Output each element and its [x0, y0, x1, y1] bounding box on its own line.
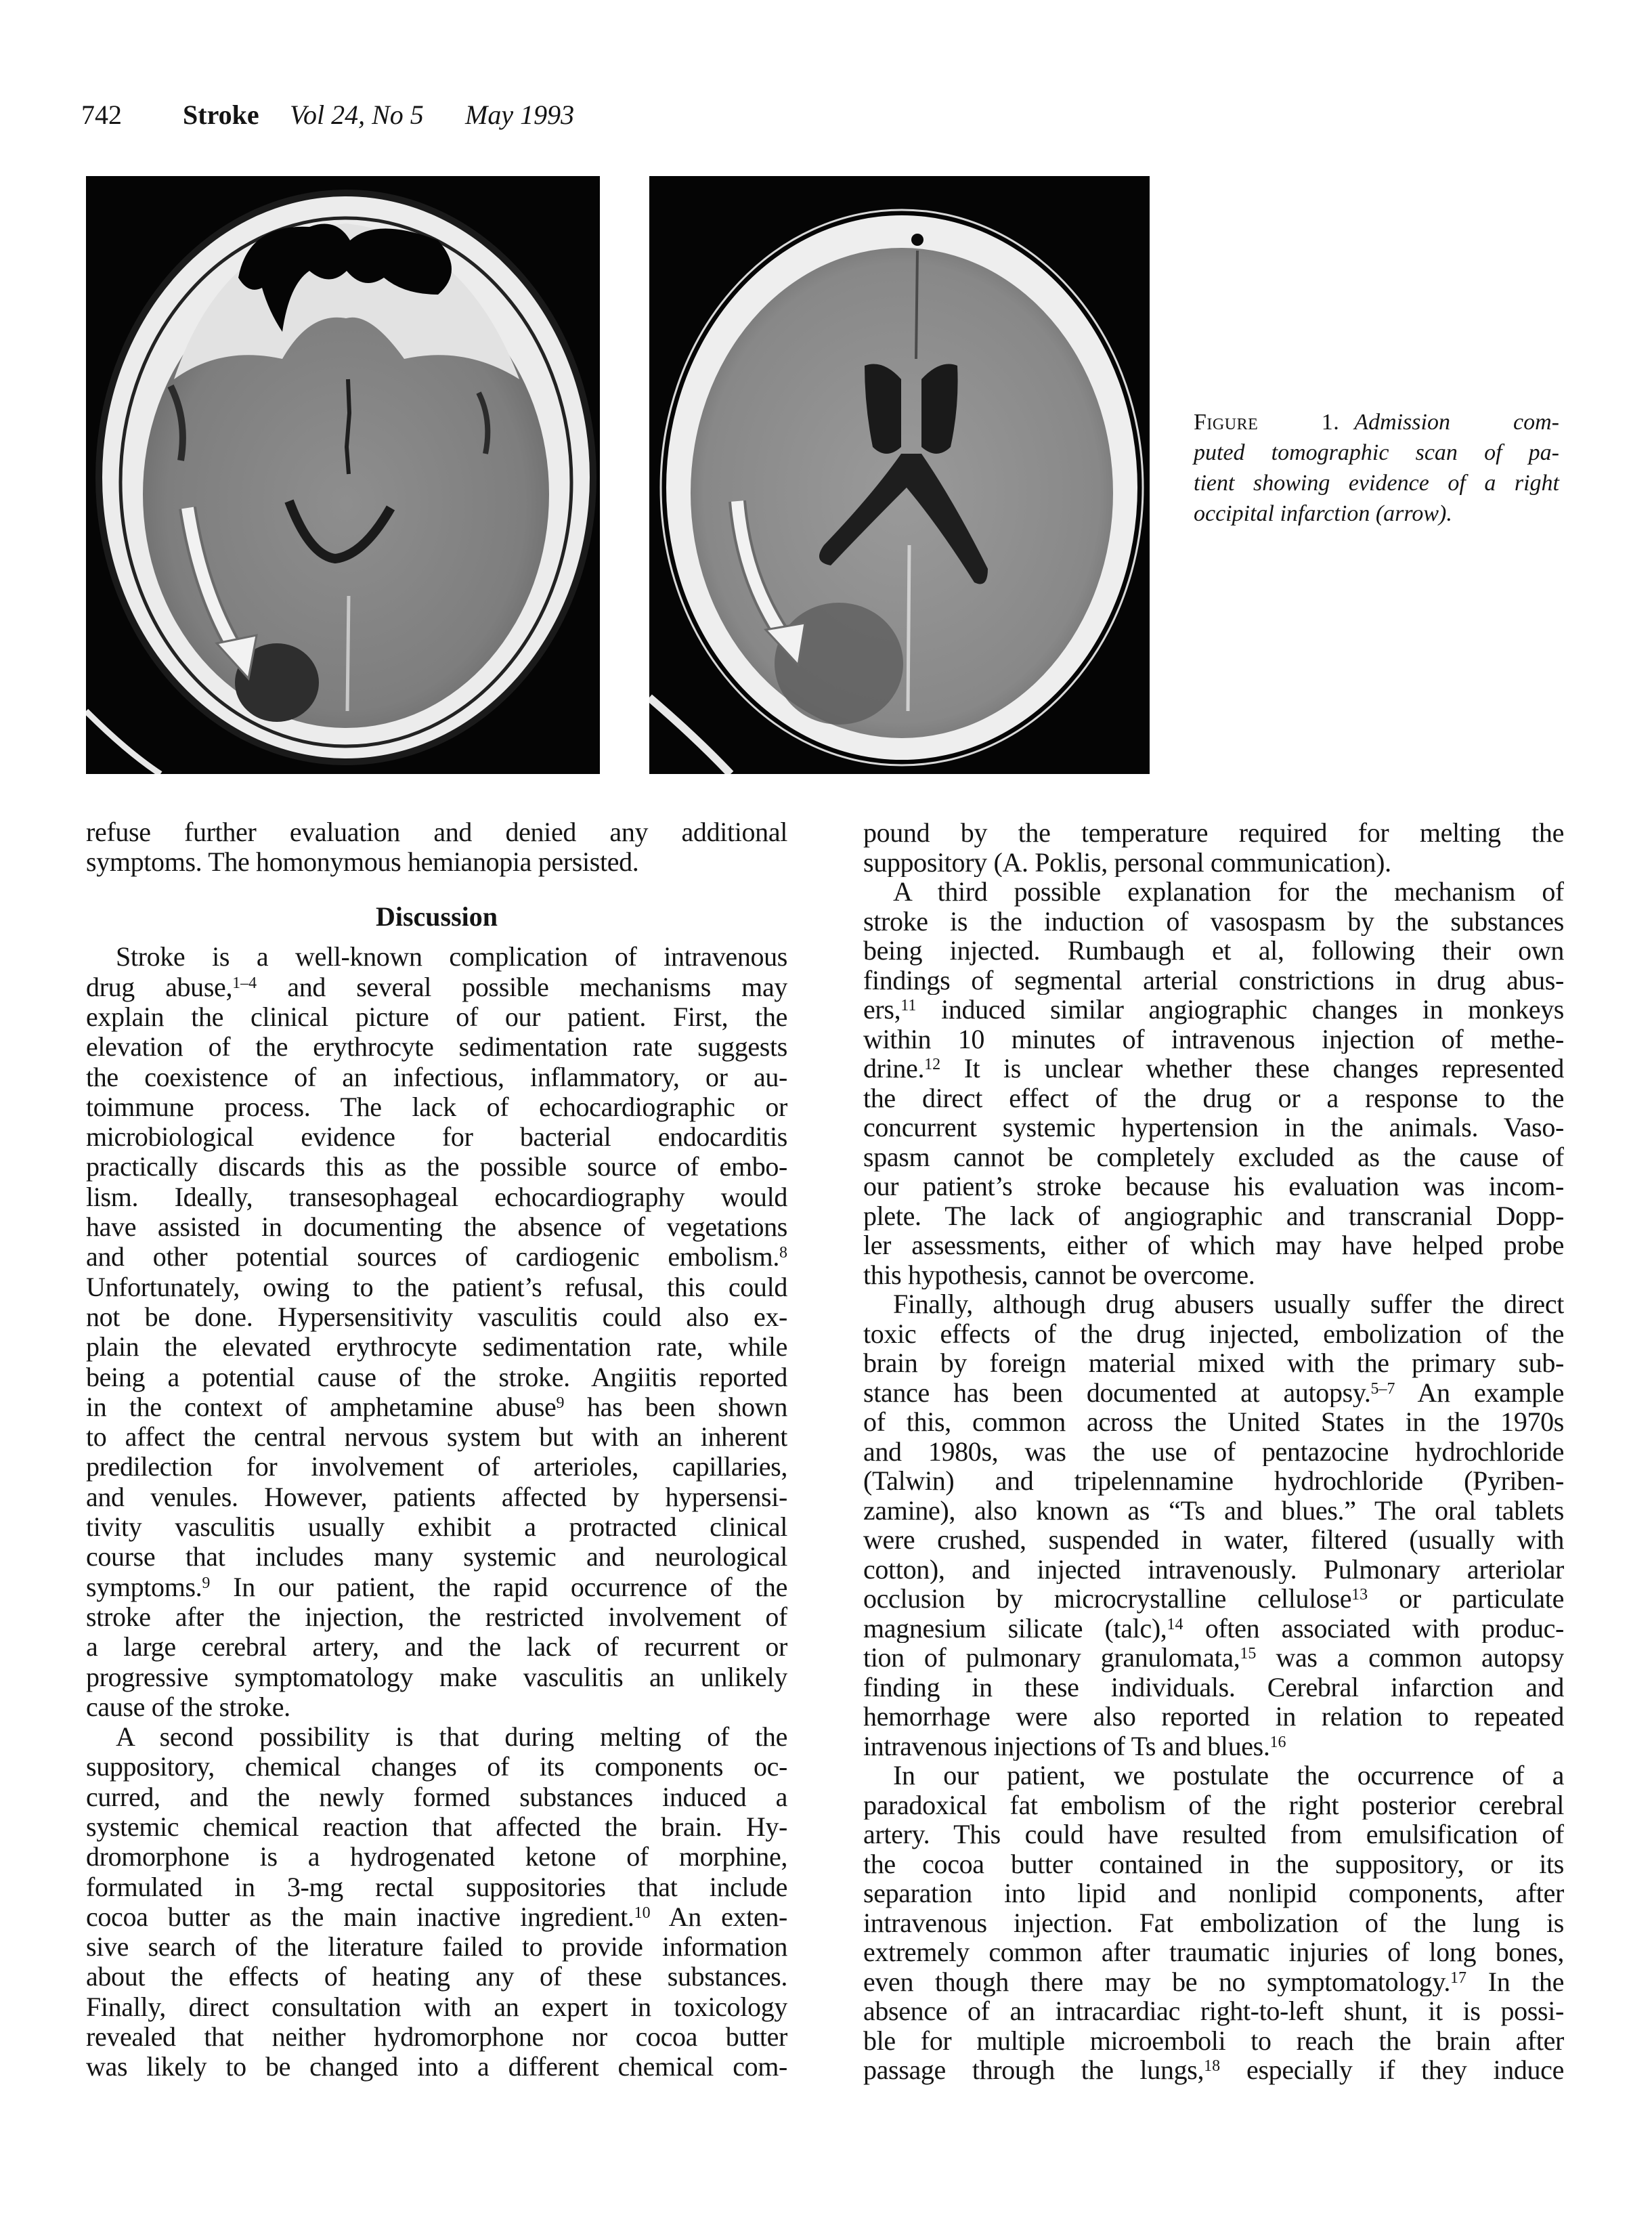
text-line: spasm cannot be completely excluded as the cause of	[863, 1142, 1564, 1172]
text-line: hemorrhage were also reported in relation to repeated	[863, 1702, 1564, 1732]
text-line: a large cerebral artery, and the lack of recurrent or	[86, 1632, 787, 1662]
text-line: curred, and the newly formed substances induced a	[86, 1782, 787, 1812]
text-line: plete. The lack of angiographic and transcranial Dopp-	[863, 1201, 1564, 1230]
page-number: 742	[81, 100, 122, 130]
text-line: occlusion by microcrystalline cellulose$^{13}$ or particulate	[863, 1584, 1564, 1614]
reference-superscript: 14	[1167, 1615, 1183, 1633]
section-heading: Discussion	[375, 901, 498, 932]
superior-sagittal-sinus	[911, 234, 923, 246]
reference-superscript: 13	[1351, 1586, 1368, 1604]
journal-title: Stroke	[183, 100, 259, 130]
reference-superscript: 17	[1450, 1969, 1467, 1987]
text-line: about the effects of heating any of these substances.	[86, 1962, 787, 1992]
reference-superscript: 1–4	[232, 974, 257, 992]
journal-volume: Vol 24, No 5	[290, 100, 424, 130]
text-column-right	[863, 818, 1564, 2085]
paragraph	[863, 1761, 1564, 2085]
text-line: Stroke is a well-known complication of intravenous	[116, 942, 787, 972]
text-line: and other potential sources of cardiogenic embolism.$^8$	[86, 1242, 787, 1272]
text-column-left	[86, 817, 787, 2082]
text-line: predilection for involvement of arterioles, capillaries,	[86, 1452, 787, 1482]
falx-posterior	[908, 545, 909, 711]
text-line: extremely common after traumatic injuries of long bones,	[863, 1937, 1564, 1967]
text-line: pound by the temperature required for melting the	[863, 818, 1564, 848]
text-line: cotton), and injected intravenously. Pulmonary arteriolar	[863, 1554, 1564, 1584]
text-line: within 10 minutes of intravenous injection of methe-	[863, 1024, 1564, 1054]
reference-superscript: 9	[202, 1574, 211, 1592]
text-line: practically discards this as the possible source of embo-	[86, 1152, 787, 1182]
caption-line	[1194, 407, 1559, 437]
text-line: ble for multiple microemboli to reach the brain after	[863, 2025, 1564, 2055]
text-line: stroke after the injection, the restricted involvement of	[86, 1602, 787, 1632]
text-line: zamine), also known as “Ts and blues.” The oral tablets	[863, 1495, 1564, 1525]
reference-superscript: 16	[1269, 1733, 1286, 1751]
text-line: and venules. However, patients affected by hypersensi-	[86, 1482, 787, 1512]
ct-scan-image-1	[86, 176, 600, 774]
reference-superscript: 15	[1240, 1645, 1257, 1662]
text-line: ers,$^{11}$ induced similar angiographic changes in monkeys	[863, 995, 1564, 1025]
text-line: toimmune process. The lack of echocardiographic or	[86, 1092, 787, 1122]
text-line: to affect the central nervous system but with an inherent	[86, 1422, 787, 1453]
paragraph	[86, 942, 787, 1722]
text-line: the coexistence of an infectious, inflammatory, or au-	[86, 1062, 787, 1092]
text-line: tivity vasculitis usually exhibit a protracted clinical	[86, 1512, 787, 1543]
text-line: symptoms.$^9$ In our patient, the rapid occurrence of the	[86, 1572, 787, 1602]
text-line: findings of segmental arterial constrictions in drug abus-	[863, 965, 1564, 995]
paragraph	[86, 817, 787, 878]
text-line: Unfortunately, owing to the patient’s refusal, this could	[86, 1272, 787, 1302]
text-line: formulated in 3-mg rectal suppositories that include	[86, 1872, 787, 1902]
text-line: dromorphone is a hydrogenated ketone of morphine,	[86, 1842, 787, 1872]
text-line: systemic chemical reaction that affected the brain. Hy-	[86, 1811, 787, 1842]
text-line: artery. This could have resulted from emulsification of	[863, 1820, 1564, 1849]
text-line: stance has been documented at autopsy.$^{5-7}$ An example	[863, 1377, 1564, 1407]
text-line: stroke is the induction of vasospasm by the substances	[863, 906, 1564, 936]
reference-superscript: 8	[779, 1244, 787, 1262]
text-line: have assisted in documenting the absence of vegetations	[86, 1212, 787, 1243]
text-line: A second possibility is that during melting of the	[116, 1722, 787, 1753]
falx-posterior	[347, 596, 349, 711]
text-line: elevation of the erythrocyte sedimentation rate suggests	[86, 1032, 787, 1062]
text-line: suppository (A. Poklis, personal communication).	[863, 847, 1391, 877]
reference-superscript: 10	[634, 1904, 651, 1922]
reference-superscript: 11	[900, 997, 917, 1014]
text-line: were crushed, suspended in water, filtered (usually with	[863, 1525, 1564, 1555]
figure-label: Figure 1.	[1194, 410, 1340, 435]
text-line: suppository, chemical changes of its components oc-	[86, 1752, 787, 1782]
text-line: plain the elevated erythrocyte sedimentation rate, while	[86, 1332, 787, 1362]
paragraph	[86, 1722, 787, 2082]
text-line: brain by foreign material mixed with the primary sub-	[863, 1348, 1564, 1378]
text-line: in the context of amphetamine abuse$^9$ has been shown	[86, 1392, 787, 1422]
text-line: revealed that neither hydromorphone nor cocoa butter	[86, 2022, 787, 2053]
text-line: In our patient, we postulate the occurrence of a	[893, 1761, 1564, 1790]
text-line: course that includes many systemic and neurological	[86, 1542, 787, 1572]
text-line: Finally, although drug abusers usually suffer the direct	[893, 1289, 1564, 1319]
text-line: was likely to be changed into a different chemical com-	[86, 2052, 787, 2082]
headrest-arc	[649, 697, 731, 774]
reference-superscript: 18	[1204, 2057, 1221, 2075]
reference-superscript: 12	[924, 1056, 941, 1073]
text-line: ler assessments, either of which may have helped probe	[863, 1230, 1564, 1260]
caption-text: Admission com-	[1354, 410, 1559, 435]
caption-line: tient showing evidence of a right	[1194, 471, 1559, 496]
text-line: the cocoa butter contained in the suppository, or its	[863, 1849, 1564, 1878]
text-line: drug abuse,$^{1-4}$ and several possible mechanisms may	[86, 972, 787, 1002]
text-line: (Talwin) and tripelennamine hydrochloride (Pyriben-	[863, 1466, 1564, 1496]
reference-superscript: 9	[556, 1394, 565, 1412]
midline-fissure	[347, 379, 349, 474]
text-line: symptoms. The homonymous hemianopia persisted.	[86, 847, 639, 878]
text-line: microbiological evidence for bacterial endocarditis	[86, 1122, 787, 1153]
text-line: sive search of the literature failed to provide information	[86, 1932, 787, 1962]
text-line: of this, common across the United States in the 1970s	[863, 1407, 1564, 1437]
reference-superscript: 5–7	[1370, 1379, 1395, 1398]
text-line: magnesium silicate (talc),$^{14}$ often associated with produc-	[863, 1613, 1564, 1643]
text-line: concurrent systemic hypertension in the animals. Vaso-	[863, 1113, 1564, 1142]
text-line: lism. Ideally, transesophageal echocardiography would	[86, 1182, 787, 1212]
falx-anterior	[916, 251, 917, 359]
text-line: paradoxical fat embolism of the right posterior cerebral	[863, 1790, 1564, 1820]
paragraph	[863, 1289, 1564, 1761]
text-line: Finally, direct consultation with an expert in toxicology	[86, 1992, 787, 2022]
ct-scan-2-graphic	[649, 176, 1150, 774]
text-line: progressive symptomatology make vasculitis an unlikely	[86, 1662, 787, 1692]
text-line: even though there may be no symptomatology.$^{17}$ In the	[863, 1967, 1564, 1996]
caption-line: occipital infarction (arrow).	[1194, 501, 1452, 526]
text-line: absence of an intracardiac right-to-left shunt, it is possi-	[863, 1996, 1564, 2026]
journal-date: May 1993	[465, 100, 575, 130]
ct-scan-image-2	[649, 176, 1150, 774]
paragraph	[863, 877, 1564, 1289]
text-line: cause of the stroke.	[86, 1692, 290, 1722]
paragraph	[863, 818, 1564, 877]
text-line: being a potential cause of the stroke. Angiitis reported	[86, 1362, 787, 1392]
text-line: cocoa butter as the main inactive ingredient.$^{10}$ An exten-	[86, 1902, 787, 1932]
figure-caption	[1194, 407, 1559, 529]
caption-line: puted tomographic scan of pa-	[1194, 440, 1559, 465]
text-line: and 1980s, was the use of pentazocine hydrochloride	[863, 1436, 1564, 1466]
text-line: refuse further evaluation and denied any additional	[86, 817, 787, 847]
text-line: separation into lipid and nonlipid components, after	[863, 1878, 1564, 1908]
text-line: our patient’s stroke because his evaluation was incom-	[863, 1172, 1564, 1201]
text-line: not be done. Hypersensitivity vasculitis could also ex-	[86, 1302, 787, 1332]
text-line: this hypothesis, cannot be overcome.	[863, 1260, 1255, 1289]
text-line: finding in these individuals. Cerebral infarction and	[863, 1672, 1564, 1702]
text-line: passage through the lungs,$^{18}$ especially if they induce	[863, 2055, 1564, 2085]
text-line: intravenous injections of Ts and blues.$^{16}$	[863, 1731, 1286, 1761]
headrest-arc	[86, 711, 160, 774]
text-line: being injected. Rumbaugh et al, following their own	[863, 936, 1564, 966]
text-line: drine.$^{12}$ It is unclear whether these changes represented	[863, 1054, 1564, 1083]
text-line: explain the clinical picture of our patient. First, the	[86, 1002, 787, 1032]
text-line: toxic effects of the drug injected, embolization of the	[863, 1318, 1564, 1348]
text-line: tion of pulmonary granulomata,$^{15}$ was a common autopsy	[863, 1643, 1564, 1673]
occipital-infarct	[775, 603, 903, 725]
text-line: the direct effect of the drug or a response to the	[863, 1083, 1564, 1113]
text-line: intravenous injection. Fat embolization of the lung is	[863, 1908, 1564, 1937]
ct-scan-1-graphic	[86, 176, 600, 774]
text-line: A third possible explanation for the mechanism of	[893, 877, 1564, 907]
